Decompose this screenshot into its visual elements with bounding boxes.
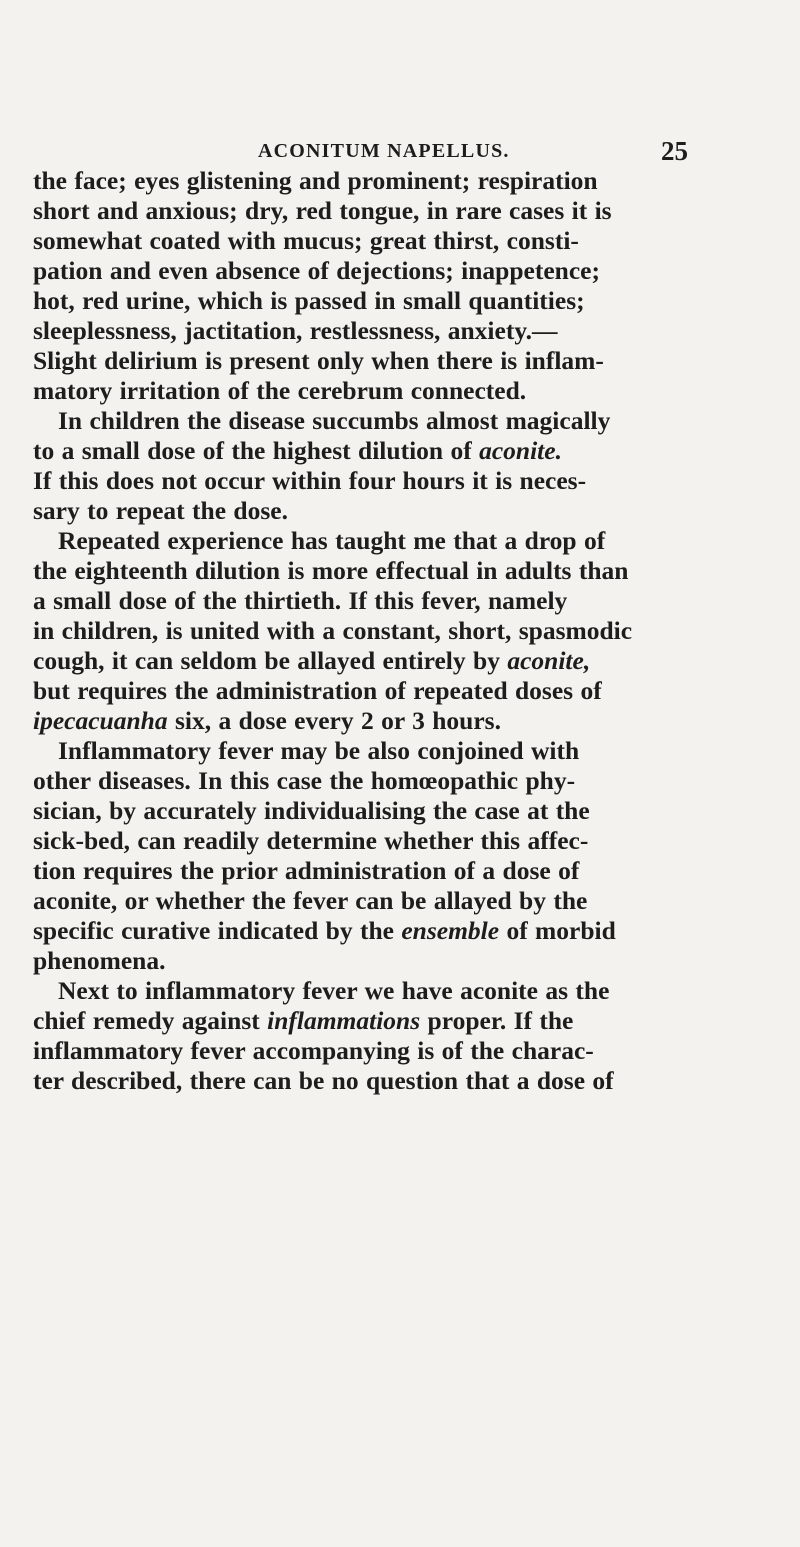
- text-line: [33, 1066, 703, 1096]
- text-segment: the face; eyes glistening and prominent; respiration: [33, 166, 598, 195]
- text-line: [33, 796, 703, 826]
- text-line: [33, 226, 703, 256]
- text-line: [33, 1006, 703, 1036]
- text-line: [33, 856, 703, 886]
- text-segment: but requires the administration of repeated doses of: [33, 676, 602, 705]
- text-line: [33, 826, 703, 856]
- text-segment: Next to inflammatory fever we have aconite as the: [58, 976, 610, 1005]
- text-segment: somewhat coated with mucus; great thirst, consti-: [33, 226, 579, 255]
- text-line: [33, 736, 703, 766]
- text-segment: Slight delirium is present only when there is inflam-: [33, 346, 604, 375]
- text-segment: six, a dose every 2 or 3 hours.: [167, 706, 501, 735]
- text-line: [33, 256, 703, 286]
- text-segment: chief remedy against: [33, 1006, 268, 1035]
- text-line: [33, 376, 703, 406]
- text-segment: phenomena.: [33, 946, 166, 975]
- text-line: [33, 496, 703, 526]
- italic-term: ipecacuanha: [33, 706, 168, 735]
- italic-term: aconite.: [479, 436, 562, 465]
- text-line: [33, 316, 703, 346]
- text-segment: pation and even absence of dejections; inappetence;: [33, 256, 600, 285]
- text-line: [33, 406, 703, 436]
- text-segment: tion requires the prior administration of a dose of: [33, 856, 580, 885]
- text-line: [33, 646, 703, 676]
- text-segment: sick-bed, can readily determine whether this affec-: [33, 826, 589, 855]
- text-segment: specific curative indicated by the: [33, 916, 402, 945]
- text-segment: in children, is united with a constant, short, spasmodic: [33, 616, 633, 645]
- text-line: [33, 166, 703, 196]
- text-segment: inflammatory fever accompanying is of the charac-: [33, 1036, 594, 1065]
- text-line: [33, 1036, 703, 1066]
- text-segment: other diseases. In this case the homœopathic phy-: [33, 766, 576, 795]
- text-segment: sleeplessness, jactitation, restlessness, anxiety.—: [33, 316, 558, 345]
- text-line: [33, 196, 703, 226]
- italic-term: aconite,: [507, 646, 591, 675]
- text-segment: cough, it can seldom be allayed entirely by: [33, 646, 508, 675]
- text-line: [33, 766, 703, 796]
- text-segment: sary to repeat the dose.: [33, 496, 288, 525]
- text-segment: aconite, or whether the fever can be allayed by the: [33, 886, 588, 915]
- text-segment: sician, by accurately individualising the case at the: [33, 796, 590, 825]
- text-line: [33, 286, 703, 316]
- running-title: ACONITUM NAPELLUS.: [258, 140, 510, 162]
- text-segment: matory irritation of the cerebrum connected.: [33, 376, 527, 405]
- text-segment: to a small dose of the highest dilution of: [33, 436, 480, 465]
- text-line: [33, 886, 703, 916]
- text-segment: ter described, there can be no question that a dose of: [33, 1066, 614, 1095]
- text-line: [33, 706, 703, 736]
- text-segment: Repeated experience has taught me that a drop of: [58, 526, 606, 555]
- body-text: [33, 166, 703, 1096]
- text-line: [33, 916, 703, 946]
- text-segment: Inflammatory fever may be also conjoined with: [58, 736, 580, 765]
- text-line: [33, 346, 703, 376]
- italic-term: inflammations: [267, 1006, 421, 1035]
- text-segment: a small dose of the thirtieth. If this fever, namely: [33, 586, 568, 615]
- page-number: 25: [661, 136, 688, 166]
- text-segment: In children the disease succumbs almost magically: [58, 406, 611, 435]
- text-line: [33, 556, 703, 586]
- text-line: [33, 526, 703, 556]
- text-segment: proper. If the: [420, 1006, 574, 1035]
- text-line: [33, 976, 703, 1006]
- text-segment: of morbid: [499, 916, 616, 945]
- text-segment: If this does not occur within four hours it is neces-: [33, 466, 587, 495]
- italic-term: ensemble: [401, 916, 500, 945]
- text-line: [33, 676, 703, 706]
- text-segment: hot, red urine, which is passed in small quantities;: [33, 286, 585, 315]
- text-line: [33, 466, 703, 496]
- text-line: [33, 946, 703, 976]
- text-line: [33, 436, 703, 466]
- text-segment: the eighteenth dilution is more effectual in adults than: [33, 556, 629, 585]
- text-line: [33, 586, 703, 616]
- text-segment: short and anxious; dry, red tongue, in rare cases it is: [33, 196, 612, 225]
- text-line: [33, 616, 703, 646]
